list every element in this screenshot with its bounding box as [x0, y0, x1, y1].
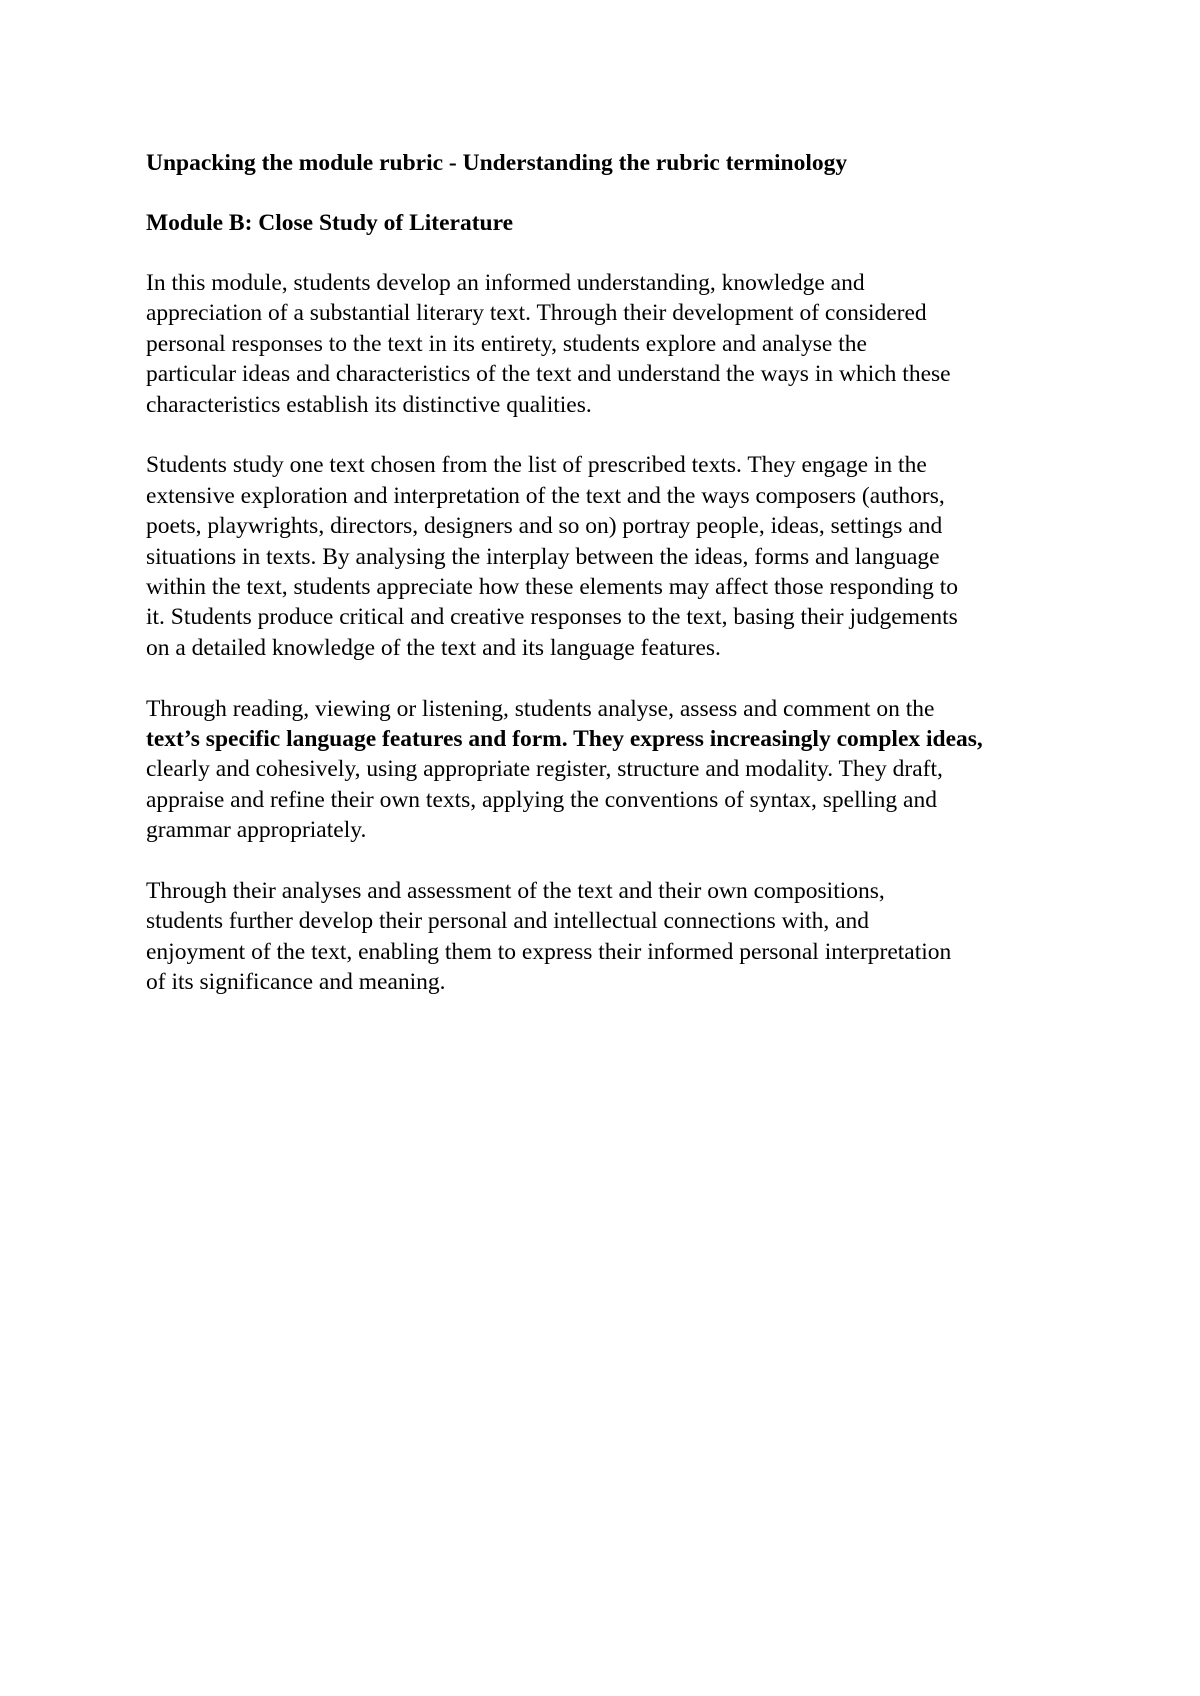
document-title: Unpacking the module rubric - Understanding the rubric terminology: [146, 150, 848, 176]
paragraph-line: Through reading, viewing or listening, students analyse, assess and comment on the: [146, 695, 935, 722]
paragraph-line: enjoyment of the text, enabling them to express their informed personal interpretation: [146, 938, 952, 965]
paragraph-3: [146, 694, 1086, 846]
paragraph-1: [146, 268, 1086, 420]
paragraph-line-bold: text’s specific language features and form. They express increasingly complex ideas,: [146, 726, 983, 753]
paragraph-line: on a detailed knowledge of the text and its language features.: [146, 634, 721, 661]
paragraph-line: appreciation of a substantial literary text. Through their development of considered: [146, 300, 927, 327]
paragraph-line: within the text, students appreciate how these elements may affect those responding to: [146, 574, 959, 601]
paragraph-line: appraise and refine their own texts, applying the conventions of syntax, spelling and: [146, 786, 937, 813]
paragraph-line: characteristics establish its distinctive qualities.: [146, 391, 592, 418]
document-page: [146, 148, 1086, 1028]
paragraph-line: clearly and cohesively, using appropriate register, structure and modality. They draft,: [146, 756, 943, 783]
module-heading: Module B: Close Study of Literature: [146, 210, 514, 236]
paragraph-line: extensive exploration and interpretation of the text and the ways composers (authors,: [146, 482, 945, 509]
paragraph-line: particular ideas and characteristics of the text and understand the ways in which these: [146, 361, 951, 388]
paragraph-2: [146, 450, 1086, 663]
paragraph-line: In this module, students develop an informed understanding, knowledge and: [146, 270, 865, 296]
paragraph-line: it. Students produce critical and creative responses to the text, basing their judgements: [146, 604, 958, 631]
paragraph-line: situations in texts. By analysing the interplay between the ideas, forms and language: [146, 543, 940, 570]
paragraph-line: students further develop their personal and intellectual connections with, and: [146, 908, 870, 935]
paragraph-line: personal responses to the text in its entirety, students explore and analyse the: [146, 330, 867, 357]
paragraph-4: [146, 876, 1086, 998]
paragraph-line: Through their analyses and assessment of the text and their own compositions,: [146, 878, 885, 905]
paragraph-line: Students study one text chosen from the list of prescribed texts. They engage in the: [146, 452, 927, 479]
paragraph-line: poets, playwrights, directors, designers and so on) portray people, ideas, settings and: [146, 513, 943, 540]
paragraph-line: grammar appropriately.: [146, 817, 367, 844]
paragraph-line: of its significance and meaning.: [146, 969, 446, 996]
